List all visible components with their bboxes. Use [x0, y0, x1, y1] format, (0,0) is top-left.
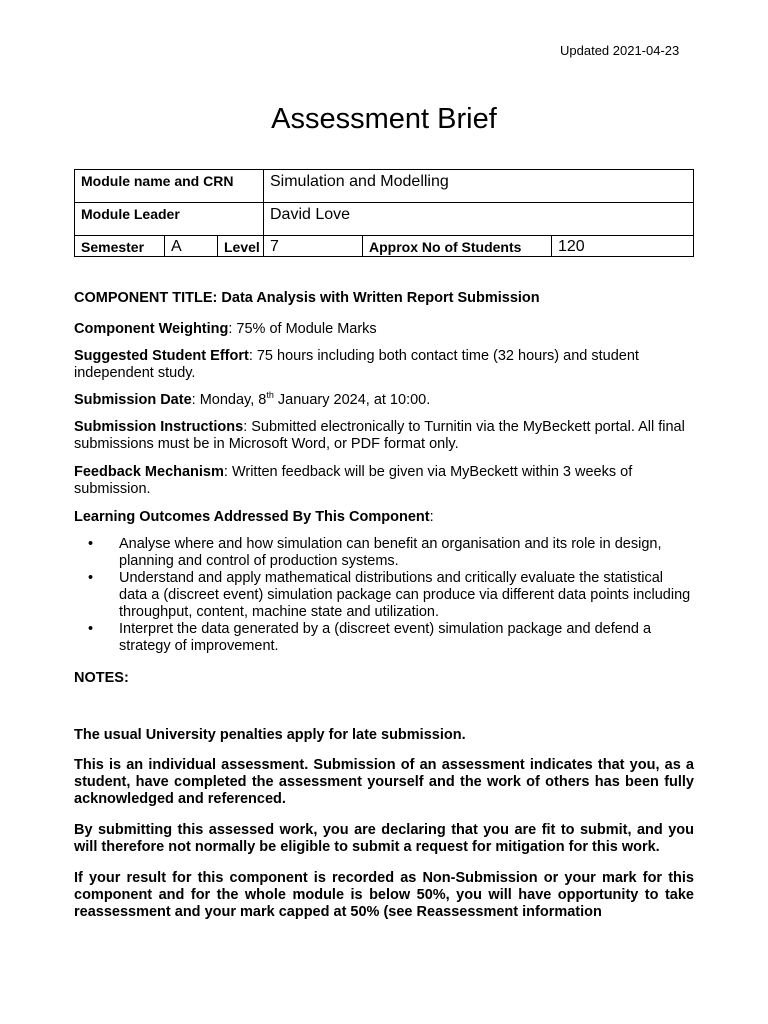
outcome-text: Understand and apply mathematical distributions and critically evaluate the statistical data a (discreet event) simulation package can produce via different data points including throughput, content, machine state and utilization.	[119, 570, 691, 620]
level-value: 7	[264, 236, 363, 257]
bullet-icon: •	[88, 536, 94, 552]
students-value: 120	[552, 236, 694, 257]
module-info-table	[74, 169, 694, 257]
late-penalty-note: The usual University penalties apply for late submission.	[74, 727, 466, 743]
table-row	[75, 203, 694, 236]
submission-date	[74, 392, 694, 409]
list-item	[74, 536, 694, 570]
outcomes-colon: :	[429, 509, 434, 525]
learning-outcomes-heading	[74, 509, 694, 526]
semester-label: Semester	[75, 236, 165, 257]
instructions-label: Submission Instructions	[74, 419, 244, 435]
submission-date-label: Submission Date	[74, 392, 192, 408]
submission-instructions	[74, 419, 694, 453]
submission-date-pre: : Monday, 8	[191, 392, 267, 408]
weighting-label: Component Weighting	[74, 321, 229, 337]
weighting-value: : 75% of Module Marks	[228, 321, 377, 337]
page-title: Assessment Brief	[271, 103, 497, 135]
list-item	[74, 621, 694, 655]
table-row	[75, 236, 694, 257]
module-leader-value: David Love	[264, 203, 694, 236]
outcome-text: Analyse where and how simulation can benefit an organisation and its role in design, planning and control of production systems.	[119, 536, 662, 569]
module-name-label: Module name and CRN	[75, 170, 264, 203]
submission-date-sup: th	[266, 390, 274, 401]
fit-to-submit-note: By submitting this assessed work, you are declaring that you are fit to submit, and you will therefore not normally be eligible to submit a request for mitigation for this work.	[74, 822, 694, 855]
notes-heading: NOTES:	[74, 670, 129, 686]
effort-label: Suggested Student Effort	[74, 348, 249, 364]
feedback-mechanism	[74, 464, 694, 498]
list-item	[74, 570, 694, 621]
effort-value: : 75 hours including both contact time (32 hours) and student independent study.	[74, 348, 639, 381]
outcomes-label: Learning Outcomes Addressed By This Component	[74, 509, 430, 525]
module-leader-label: Module Leader	[75, 203, 264, 236]
reassessment-note: If your result for this component is recorded as Non-Submission or your mark for this component and for the whole module is below 50%, you will have opportunity to take reassessment and your mark capped at 50% (see Reassessment information	[74, 870, 694, 920]
brief-body	[74, 290, 694, 921]
individual-assessment-note: This is an individual assessment. Submission of an assessment indicates that you, as a student, have completed the assessment yourself and the work of others has been fully acknowledged and referenced.	[74, 757, 694, 807]
updated-date: Updated 2021-04-23	[560, 43, 680, 58]
level-label: Level	[218, 236, 264, 257]
students-label: Approx No of Students	[363, 236, 552, 257]
learning-outcomes-list	[74, 536, 694, 655]
component-weighting	[74, 321, 694, 338]
outcome-text: Interpret the data generated by a (discreet event) simulation package and defend a strategy of improvement.	[119, 621, 652, 654]
submission-date-post: January 2024, at 10:00.	[273, 392, 431, 408]
bullet-icon: •	[88, 621, 94, 637]
feedback-label: Feedback Mechanism	[74, 464, 224, 480]
instructions-value: : Submitted electronically to Turnitin via the MyBeckett portal. All final submissions must be in Microsoft Word, or PDF format only.	[74, 419, 685, 452]
feedback-value: : Written feedback will be given via MyBeckett within 3 weeks of submission.	[74, 464, 633, 497]
bullet-icon: •	[88, 570, 94, 586]
module-name-value: Simulation and Modelling	[264, 170, 694, 203]
semester-value: A	[165, 236, 218, 257]
table-row	[75, 170, 694, 203]
component-title: COMPONENT TITLE: Data Analysis with Written Report Submission	[74, 290, 540, 306]
student-effort	[74, 348, 694, 382]
